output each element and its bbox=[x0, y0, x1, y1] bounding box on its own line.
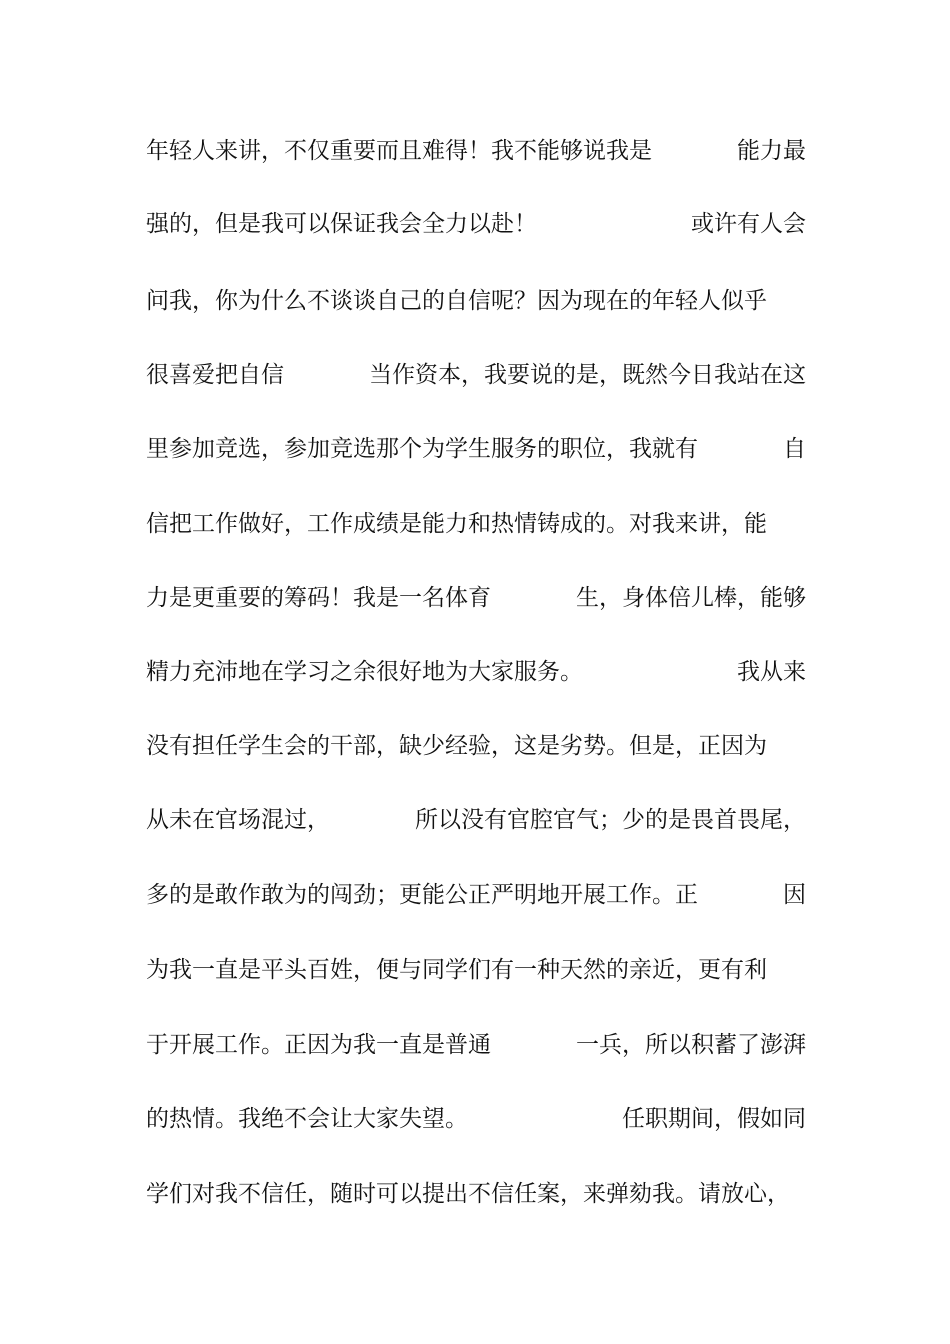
text-segment: 所以没有官腔官气；少的是畏首畏尾， bbox=[415, 807, 806, 833]
text-segment: 自 bbox=[783, 436, 806, 462]
text-line bbox=[146, 726, 826, 766]
text-line bbox=[146, 652, 826, 692]
text-segment: 从未在官场混过， bbox=[146, 807, 330, 833]
text-segment: 多的是敢作敢为的闯劲；更能公正严明地开展工作。正 bbox=[146, 882, 698, 908]
text-segment: 任职期间，假如同 bbox=[622, 1106, 806, 1132]
text-line bbox=[146, 131, 826, 171]
text-segment: 学们对我不信任，随时可以提出不信任案，来弹劾我。请放心， bbox=[146, 1181, 790, 1207]
text-segment: 精力充沛地在学习之余很好地为大家服务。 bbox=[146, 659, 583, 685]
text-segment: 当作资本，我要说的是，既然今日我站在这 bbox=[369, 362, 806, 388]
text-segment: 很喜爱把自信 bbox=[146, 362, 284, 388]
text-segment: 里参加竞选，参加竞选那个为学生服务的职位，我就有 bbox=[146, 436, 698, 462]
text-line bbox=[146, 429, 826, 469]
text-segment: 一兵，所以积蓄了澎湃 bbox=[576, 1032, 806, 1058]
text-segment: 问我，你为什么不谈谈自己的自信呢？因为现在的年轻人似乎 bbox=[146, 288, 767, 314]
text-segment: 力是更重要的筹码！我是一名体育 bbox=[146, 585, 491, 611]
text-line bbox=[146, 504, 826, 544]
text-segment: 年轻人来讲，不仅重要而且难得！我不能够说我是 bbox=[146, 138, 652, 164]
text-line bbox=[146, 1025, 826, 1065]
text-segment: 于开展工作。正因为我一直是普通 bbox=[146, 1032, 491, 1058]
text-line bbox=[146, 355, 826, 395]
text-line bbox=[146, 578, 826, 618]
text-segment: 强的，但是我可以保证我会全力以赴！ bbox=[146, 211, 537, 237]
text-line bbox=[146, 204, 826, 244]
text-segment: 没有担任学生会的干部，缺少经验，这是劣势。但是，正因为 bbox=[146, 733, 767, 759]
text-segment: 生，身体倍儿棒，能够 bbox=[576, 585, 806, 611]
text-line bbox=[146, 1099, 826, 1139]
text-segment: 我从来 bbox=[737, 659, 806, 685]
text-line bbox=[146, 875, 826, 915]
text-line bbox=[146, 800, 826, 840]
text-segment: 因 bbox=[783, 882, 806, 908]
text-line bbox=[146, 281, 826, 321]
text-segment: 或许有人会 bbox=[691, 211, 806, 237]
text-line bbox=[146, 1174, 826, 1214]
text-line bbox=[146, 950, 826, 990]
text-segment: 的热情。我绝不会让大家失望。 bbox=[146, 1106, 468, 1132]
text-segment: 信把工作做好，工作成绩是能力和热情铸成的。对我来讲，能 bbox=[146, 511, 767, 537]
text-segment: 能力最 bbox=[737, 138, 806, 164]
text-segment: 为我一直是平头百姓，便与同学们有一种天然的亲近，更有利 bbox=[146, 957, 767, 983]
